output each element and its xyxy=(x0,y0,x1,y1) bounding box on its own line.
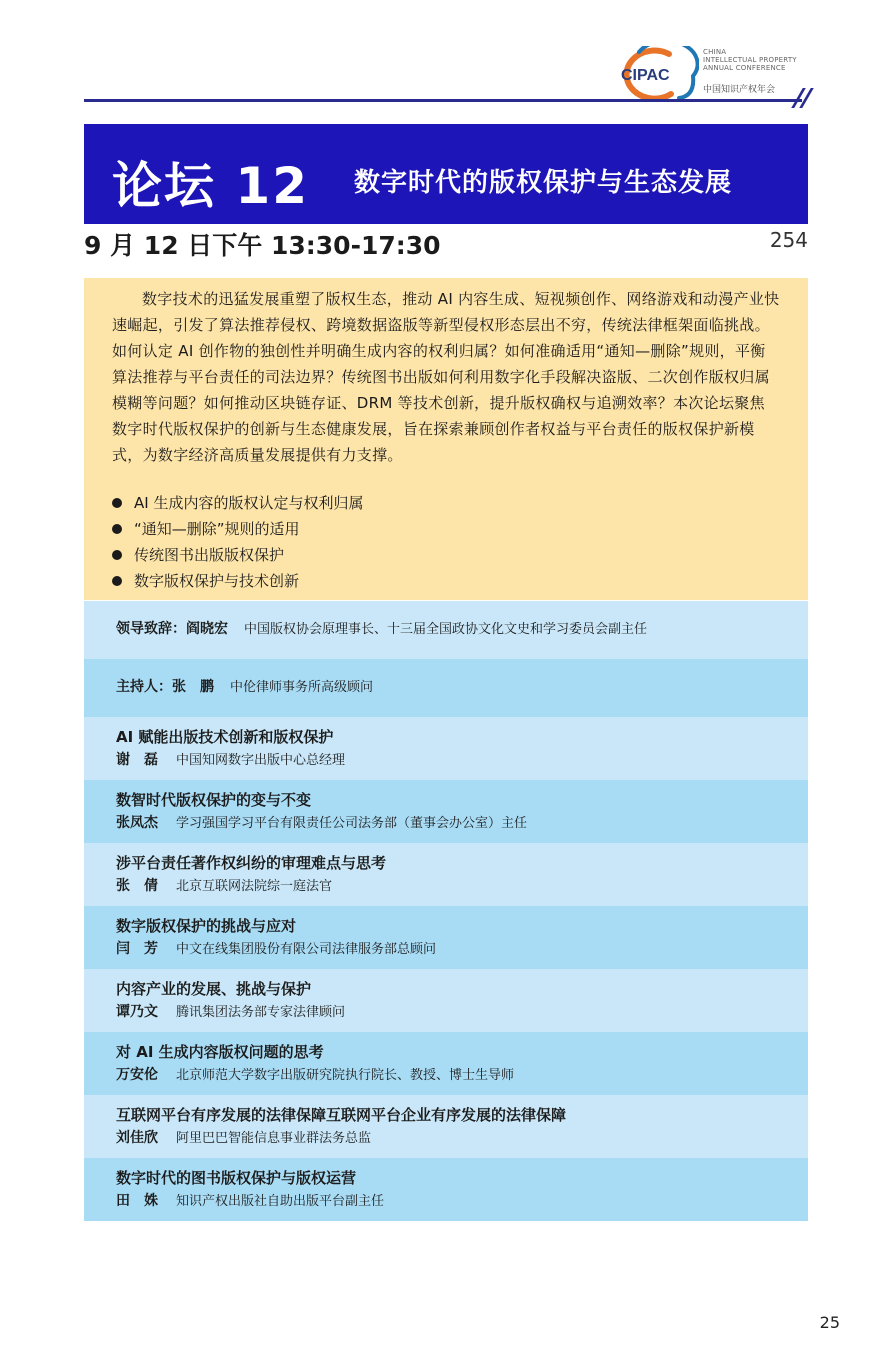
talk-row xyxy=(84,717,808,780)
bullet-icon xyxy=(112,524,122,534)
talk-title: AI 赋能出版技术创新和版权保护 xyxy=(116,727,334,746)
talk-title: 数字时代的图书版权保护与版权运营 xyxy=(116,1168,357,1187)
talk-row xyxy=(84,1095,808,1158)
talk-title: 数字版权保护的挑战与应对 xyxy=(116,916,297,935)
talk-title: 互联网平台有序发展的法律保障互联网平台企业有序发展的法律保障 xyxy=(116,1105,567,1124)
topic-text: “通知—删除”规则的适用 xyxy=(134,520,300,538)
page-number: 25 xyxy=(819,1313,840,1332)
speaker-name: 闫 芳 xyxy=(116,940,158,957)
logo-en-line: INTELLECTUAL PROPERTY xyxy=(703,56,797,64)
speaker-name: 谭乃文 xyxy=(116,1003,158,1020)
topic-item xyxy=(112,568,780,594)
speaker-name: 谢 磊 xyxy=(116,751,158,768)
speaker-affiliation: 北京互联网法院综一庭法官 xyxy=(176,878,333,894)
talk-row xyxy=(84,1032,808,1095)
talk-title: 涉平台责任著作权纠纷的审理难点与思考 xyxy=(116,853,387,872)
forum-number: 论坛 12 xyxy=(112,157,309,215)
talk-title: 数智时代版权保护的变与不变 xyxy=(116,790,312,809)
talk-row xyxy=(84,1158,808,1221)
speaker-name: 张 倩 xyxy=(116,877,158,894)
header-rule xyxy=(84,99,802,102)
bullet-icon xyxy=(112,498,122,508)
forum-code: 254 xyxy=(769,228,808,252)
bullet-icon xyxy=(112,576,122,586)
speaker-affiliation: 中国知网数字出版中心总经理 xyxy=(176,752,346,768)
speaker-name: 田 姝 xyxy=(116,1192,158,1209)
intro-box xyxy=(84,278,808,600)
topic-item xyxy=(112,542,780,568)
opening-role: 领导致辞： xyxy=(116,621,186,637)
bullet-icon xyxy=(112,550,122,560)
intro-paragraph: 数字技术的迅猛发展重塑了版权生态，推动 AI 内容生成、短视频创作、网络游戏和动漫产业快速崛起，引发了算法推荐侵权、跨境数据盗版等新型侵权形态层出不穷，传统法律框架面临挑战。如何认定 AI 创作物的独创性并明确生成内容的权利归属？如何准确适用“通知—删除”规则，平衡算法推荐与平台责任的司法边界？传统图书出版如何利用数字化手段解决盗版、二次创作版权归属模糊等问题？如何推动区块链存证、DRM 等技术创新，提升版权确权与追溯效率？本次论坛聚焦数字时代版权保护的创新与生态健康发展，旨在探索兼顾创作者权益与平台责任的版权保护新模式，为数字经济高质量发展提供有力支撑。 xyxy=(112,290,780,464)
speaker-affiliation: 学习强国学习平台有限责任公司法务部（董事会办公室）主任 xyxy=(176,815,528,831)
topic-text: AI 生成内容的版权认定与权利归属 xyxy=(134,494,364,512)
host-affiliation: 中伦律师事务所高级顾问 xyxy=(230,680,374,695)
speaker-name: 张凤杰 xyxy=(116,814,158,831)
talk-row xyxy=(84,843,808,906)
opening-name: 阎晓宏 xyxy=(186,621,228,637)
speaker-name: 刘佳欣 xyxy=(116,1129,158,1146)
talk-row xyxy=(84,780,808,843)
topic-list xyxy=(112,490,780,594)
logo-chinese-text: 中国知识产权年会 xyxy=(703,85,776,95)
talk-title: 对 AI 生成内容版权问题的思考 xyxy=(116,1042,324,1061)
speaker-affiliation: 北京师范大学数字出版研究院执行院长、教授、博士生导师 xyxy=(176,1067,515,1083)
host-row xyxy=(84,659,808,717)
topic-item xyxy=(112,490,780,516)
speaker-name: 万安伦 xyxy=(116,1066,158,1083)
opening-row xyxy=(84,601,808,659)
speaker-affiliation: 知识产权出版社自助出版平台副主任 xyxy=(176,1193,385,1209)
forum-title: 数字时代的版权保护与生态发展 xyxy=(354,168,733,198)
agenda xyxy=(84,601,808,1221)
opening-affiliation: 中国版权协会原理事长、十三届全国政协文化文史和学习委员会副主任 xyxy=(244,622,648,637)
forum-title-bar xyxy=(84,124,808,224)
speaker-affiliation: 中文在线集团股份有限公司法律服务部总顾问 xyxy=(176,941,437,957)
logo-en-line: CHINA xyxy=(703,48,727,56)
speaker-affiliation: 腾讯集团法务部专家法律顾问 xyxy=(176,1004,346,1020)
talk-title: 内容产业的发展、挑战与保护 xyxy=(116,979,312,998)
logo-en-line: ANNUAL CONFERENCE xyxy=(703,64,786,72)
talk-row xyxy=(84,969,808,1032)
topic-item xyxy=(112,516,780,542)
host-role: 主持人： xyxy=(116,679,172,695)
topic-text: 数字版权保护与技术创新 xyxy=(134,572,300,590)
topic-text: 传统图书出版版权保护 xyxy=(134,546,285,564)
cipac-logo xyxy=(609,46,699,102)
logo-wordmark: CIPAC xyxy=(621,67,670,84)
talk-row xyxy=(84,906,808,969)
logo-english-text xyxy=(703,48,797,72)
host-name: 张 鹏 xyxy=(172,679,214,695)
speaker-affiliation: 阿里巴巴智能信息事业群法务总监 xyxy=(176,1130,372,1146)
forum-date-time: 9 月 12 日下午 13:30-17:30 xyxy=(84,231,441,260)
